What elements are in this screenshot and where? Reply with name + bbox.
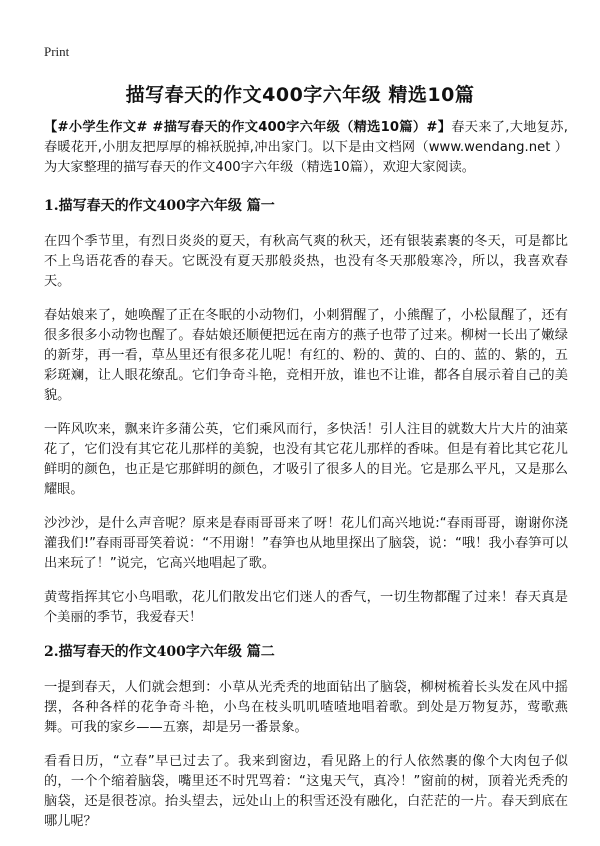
section-1-paragraph-2: 春姑娘来了，她唤醒了正在冬眠的小动物们，小刺猬醒了，小熊醒了，小松鼠醒了，还有很多很多小动物也醒了。春姑娘还顺便把远在南方的燕子也带了过来。柳树一长出了嫩绿的新芽，再一看，草丛里还有很多花儿呢！有红的、粉的、黄的、白的、蓝的、紫的，五彩斑斓，让人眼花缭乱。它们争奇斗艳，竞相开放，谁也不让谁，都各自展示着自己的美貌。 — [44, 308, 568, 403]
intro-paragraph — [44, 118, 568, 178]
page-title: 描写春天的作文400字六年级 精选10篇 — [125, 84, 475, 106]
section-heading-2: 2.描写春天的作文400字六年级 篇二 — [44, 644, 275, 660]
section-1-paragraph-4: 沙沙沙，是什么声音呢？原来是春雨哥哥来了呀！花儿们高兴地说:“春雨哥哥，谢谢你浇灌我们!”春雨哥哥笑着说：“不用谢！”春笋也从地里探出了脑袋，说：“哦！我小春笋可以出来玩了！”说完，它高兴地唱起了歌。 — [44, 516, 568, 571]
intro-tag: 【#小学生作文# #描写春天的作文400字六年级（精选10篇）#】 — [44, 120, 452, 135]
intro-text: 春天来了,大地复苏,春暖花开,小朋友把厚厚的棉袄脱掉,冲出家门。以下是由文档网（www.wendang.net ）为大家整理的描写春天的作文400字六年级（精选10篇），欢迎大家阅读。 — [44, 120, 568, 175]
document-body — [44, 118, 568, 846]
section-1-paragraph-3: 一阵风吹来，飘来许多蒲公英，它们乘风而行，多快活！引人注目的就数大片大片的油菜花了，它们没有其它花儿那样的美貌，也没有其它花儿那样的香味。但是有着比其它花儿鲜明的颜色，也正是它那鲜明的颜色，才吸引了很多人的目光。它是那么平凡，又是那么耀眼。 — [44, 422, 568, 497]
section-1-paragraph-5: 黄莺指挥其它小鸟唱歌，花儿们散发出它们迷人的香气，一切生物都醒了过来！春天真是个美丽的季节，我爱春天！ — [44, 590, 568, 625]
section-2-paragraph-1: 一提到春天，人们就会想到：小草从光秃秃的地面钻出了脑袋，柳树梳着长头发在风中摇摆，各种各样的花争奇斗艳，小鸟在枝头叽叽喳喳地唱着歌。到处是万物复苏，莺歌燕舞。可我的家乡——五寨，却是另一番景象。 — [44, 680, 568, 735]
section-1-paragraph-1: 在四个季节里，有烈日炎炎的夏天，有秋高气爽的秋天，还有银装素裹的冬天，可是都比不上鸟语花香的春天。它既没有夏天那般炎热，也没有冬天那般寒冷，所以，我喜欢春天。 — [44, 234, 568, 289]
print-label: Print — [44, 44, 70, 59]
section-heading-1: 1.描写春天的作文400字六年级 篇一 — [44, 198, 275, 214]
section-2-paragraph-2: 看看日历，“立春”早已过去了。我来到窗边，看见路上的行人依然裹的像个大肉包子似的，一个个缩着脑袋，嘴里还不时咒骂着：“这鬼天气，真冷！”窗前的树，顶着光秃秃的脑袋，还是很苍凉。抬头望去，远处山上的积雪还没有融化，白茫茫的一片。春天到底在哪儿呢？ — [44, 754, 568, 829]
